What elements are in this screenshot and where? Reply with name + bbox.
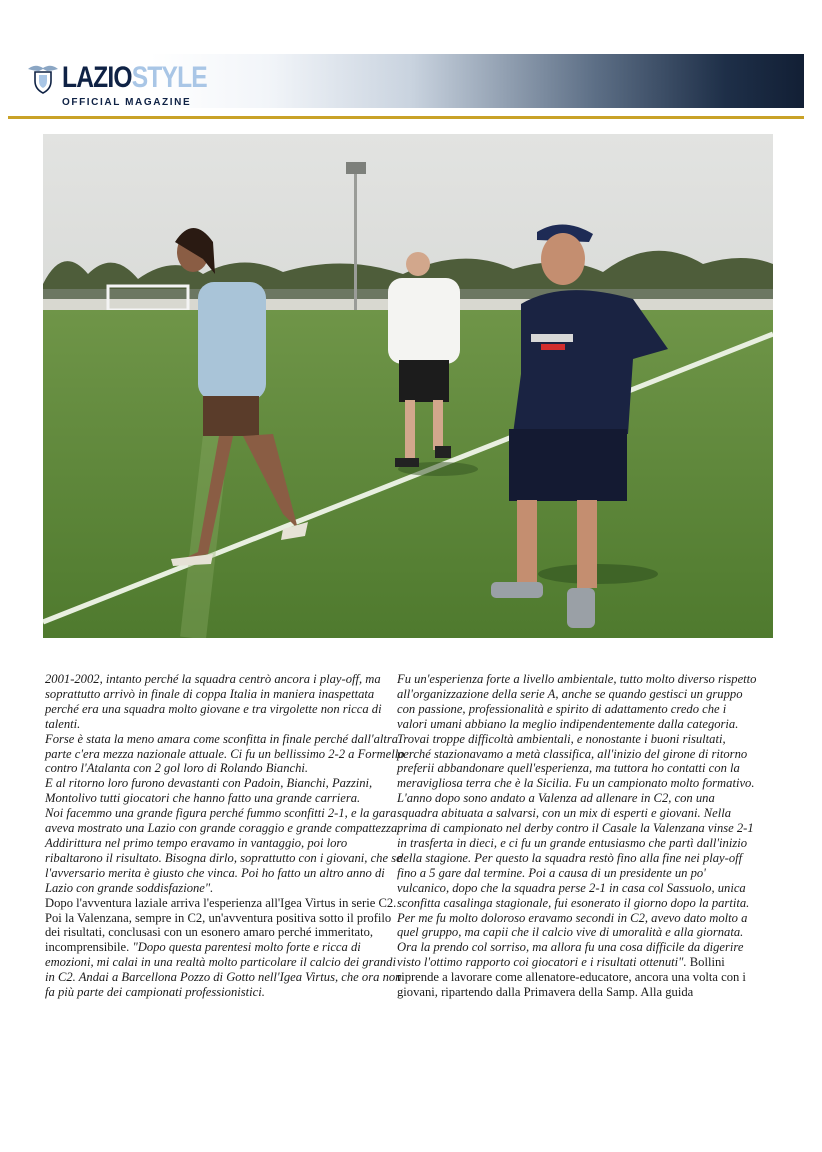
magazine-header <box>0 0 822 125</box>
header-gradient-bar <box>150 54 804 108</box>
article-quote-run: L'anno dopo sono andato a Valenza ad allenare in C2, con una squadra abituata a salvarsi, con un mix di esperti e giovani. Nella prima di campionato nel derby contro il Casale la Valenzana vinse 2-1 in trasferta in dieci, e ci fu un grande entusiasmo che partì dall'inizio della stagione. Per questo la squadra restò fino alla fine nei play-off fino a 5 gare dal termine. Poi a causa di un presidente un po' vulcanico, dopo che la squadra perse 2-1 in casa col Sassuolo, unica sconfitta casalinga stagionale, fui esonerato il giorno dopo la partita. Per me fu molto doloroso eravamo secondi in C2, avevo dato molto a quel gruppo, ma capii che il calcio vive di umoralità e alla giornata. Ora la prendo col sorriso, ma allora fu una cosa difficile da digerire visto l'ottimo rapporto coi giocatori e i risultati ottenuti". <box>397 791 754 970</box>
header-divider <box>8 116 804 119</box>
article-paragraph: Fu un'esperienza forte a livello ambientale, tutto molto diverso rispetto all'organizzazione della serie A, anche se quando gestisci un gruppo con passione, professionalità e spirito di adattamento credo che i valori umani abbiano la meglio indipendentemente dalla categoria. Trovai troppe difficoltà ambientali, e nonostante i buoni risultati, perché stazionavamo a metà classifica, all'inizio del girone di ritorno preferii abbandonare quell'esperienza, ma tuttora ho contatti con la meravigliosa terra che è la Sicilia. Fu un campionato molto formativo. <box>397 672 757 791</box>
training-field-photo <box>43 134 773 638</box>
brand-subtitle: OFFICIAL MAGAZINE <box>62 97 192 108</box>
article-paragraph: Forse è stata la meno amara come sconfitta in finale perché dall'altra parte c'era mezza nazionale attuale. Ci fu un bellissimo 2-2 a Formello contro l'Atalanta con 2 gol loro di Rolando Bianchi. <box>45 731 405 776</box>
eagle-crest-icon <box>26 60 60 94</box>
article-quote-run: "Dopo questa parentesi molto forte e ricca di emozioni, mi calai in una realtà molto particolare il calcio dei grandi in C2. Andai a Barcellona Pozzo di Gotto nell'Igea Virtus, che ora non fa più parte dei campionati professionistici. <box>45 940 402 1000</box>
photo-illustration <box>43 134 773 638</box>
article-text-run: Dopo l'avventura laziale arriva l'esperienza all'Igea Virtus in serie C2. Poi la Valenzana, sempre in C2, un'avventura positiva sotto il profilo dei risultati, conclusasi con un esonero amaro perché immeritato, incomprensibile. <box>45 895 397 955</box>
article-text-run: Bollini riprende a lavorare come allenatore-educatore, ancora una volta con i giovani, ripartendo dalla Primavera della Samp. Alla guida <box>397 955 746 1000</box>
article-paragraph <box>397 791 757 1000</box>
brand-logo <box>62 63 207 93</box>
article-paragraph: 2001-2002, intanto perché la squadra centrò ancora i play-off, ma soprattutto arrivò in finale di coppa Italia in maniera inaspettata perché era una squadra molto giovane e tra virgolette non ricca di talenti. <box>45 672 382 731</box>
article-paragraph <box>45 896 405 1000</box>
article-paragraph: E al ritorno loro furono devastanti con Padoin, Bianchi, Pazzini, Montolivo tutti giocatori che hanno fatto una grande carriera. <box>45 776 373 806</box>
article-paragraph: Noi facemmo una grande figura perché fummo sconfitti 2-1, e la gara aveva mostrato una Lazio con grande coraggio e grande compattezza. Addirittura nel primo tempo eravamo in vantaggio, poi loro ribaltarono il risultato. Bisogna dirlo, soprattutto con i giovani, che se l'avversario merita è giusto che vinca. Poi ho fatto un altro anno di Lazio con grande soddisfazione". <box>45 806 402 895</box>
article-column-left <box>45 672 405 1000</box>
brand-logo-style: STYLE <box>131 61 207 94</box>
article-column-right <box>397 672 757 1000</box>
brand-logo-lazio: LAZIO <box>62 61 132 94</box>
